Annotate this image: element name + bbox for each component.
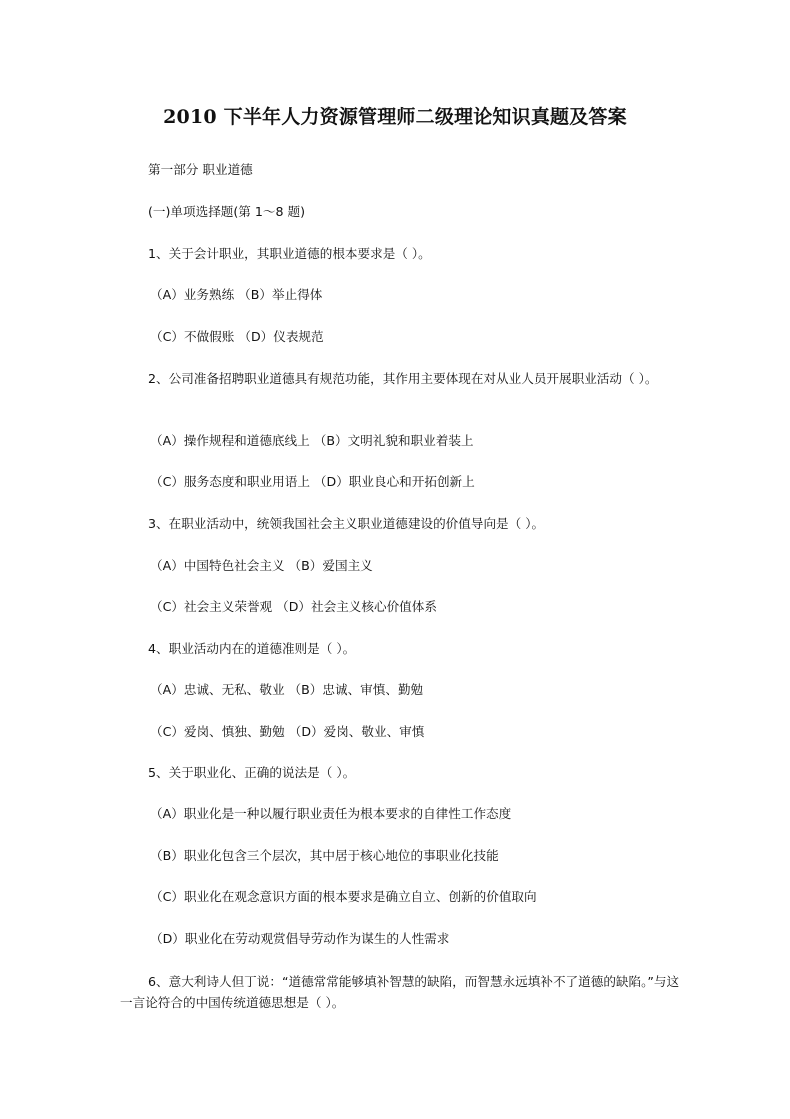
part-heading: 第一部分 职业道德 [148,162,253,177]
question-2-options-cd: （C）服务态度和职业用语上 （D）职业良心和开拓创新上 [150,474,475,489]
question-5-option-a: （A）职业化是一种以履行职业责任为根本要求的自律性工作态度 [150,806,512,821]
question-4-options-cd: （C）爱岗、慎独、勤勉 （D）爱岗、敬业、审慎 [150,724,425,739]
question-4-options-ab: （A）忠诚、无私、敬业 （B）忠诚、审慎、勤勉 [150,682,424,697]
question-1-options-cd: （C）不做假账 （D）仪表规范 [150,329,324,344]
question-1-options-ab: （A）业务熟练 （B）举止得体 [150,287,323,302]
question-5-option-c: （C）职业化在观念意识方面的根本要求是确立自立、创新的价值取向 [150,889,537,904]
question-3-options-ab: （A）中国特色社会主义 （B）爱国主义 [150,558,373,573]
question-3-options-cd: （C）社会主义荣誉观 （D）社会主义核心价值体系 [150,599,437,614]
question-4-stem: 4、职业活动内在的道德准则是（ ）。 [148,641,356,656]
question-2-stem: 2、公司准备招聘职业道德具有规范功能，其作用主要体现在对从业人员开展职业活动（ ）。 [148,371,658,386]
document-title: 2010 下半年人力资源管理师二级理论知识真题及答案 [163,106,627,128]
question-3-stem: 3、在职业活动中，统领我国社会主义职业道德建设的价值导向是（ ）。 [148,516,545,531]
question-5-option-d: （D）职业化在劳动观赏倡导劳动作为谋生的人性需求 [150,931,450,946]
question-1-stem: 1、关于会计职业，其职业道德的根本要求是（ ）。 [148,246,431,261]
question-2-options-ab: （A）操作规程和道德底线上 （B）文明礼貌和职业着装上 [150,433,474,448]
question-6-stem: 6、意大利诗人但丁说：“道德常常能够填补智慧的缺陷，而智慧永远填补不了道德的缺陷。”与这一言论符合的中国传统道德思想是（ ）。 [120,974,680,1010]
question-5-option-b: （B）职业化包含三个层次，其中居于核心地位的事职业化技能 [150,848,499,863]
question-5-stem: 5、关于职业化、正确的说法是（ ）。 [148,765,356,780]
section-heading: (一)单项选择题(第 1～8 题) [148,204,306,219]
